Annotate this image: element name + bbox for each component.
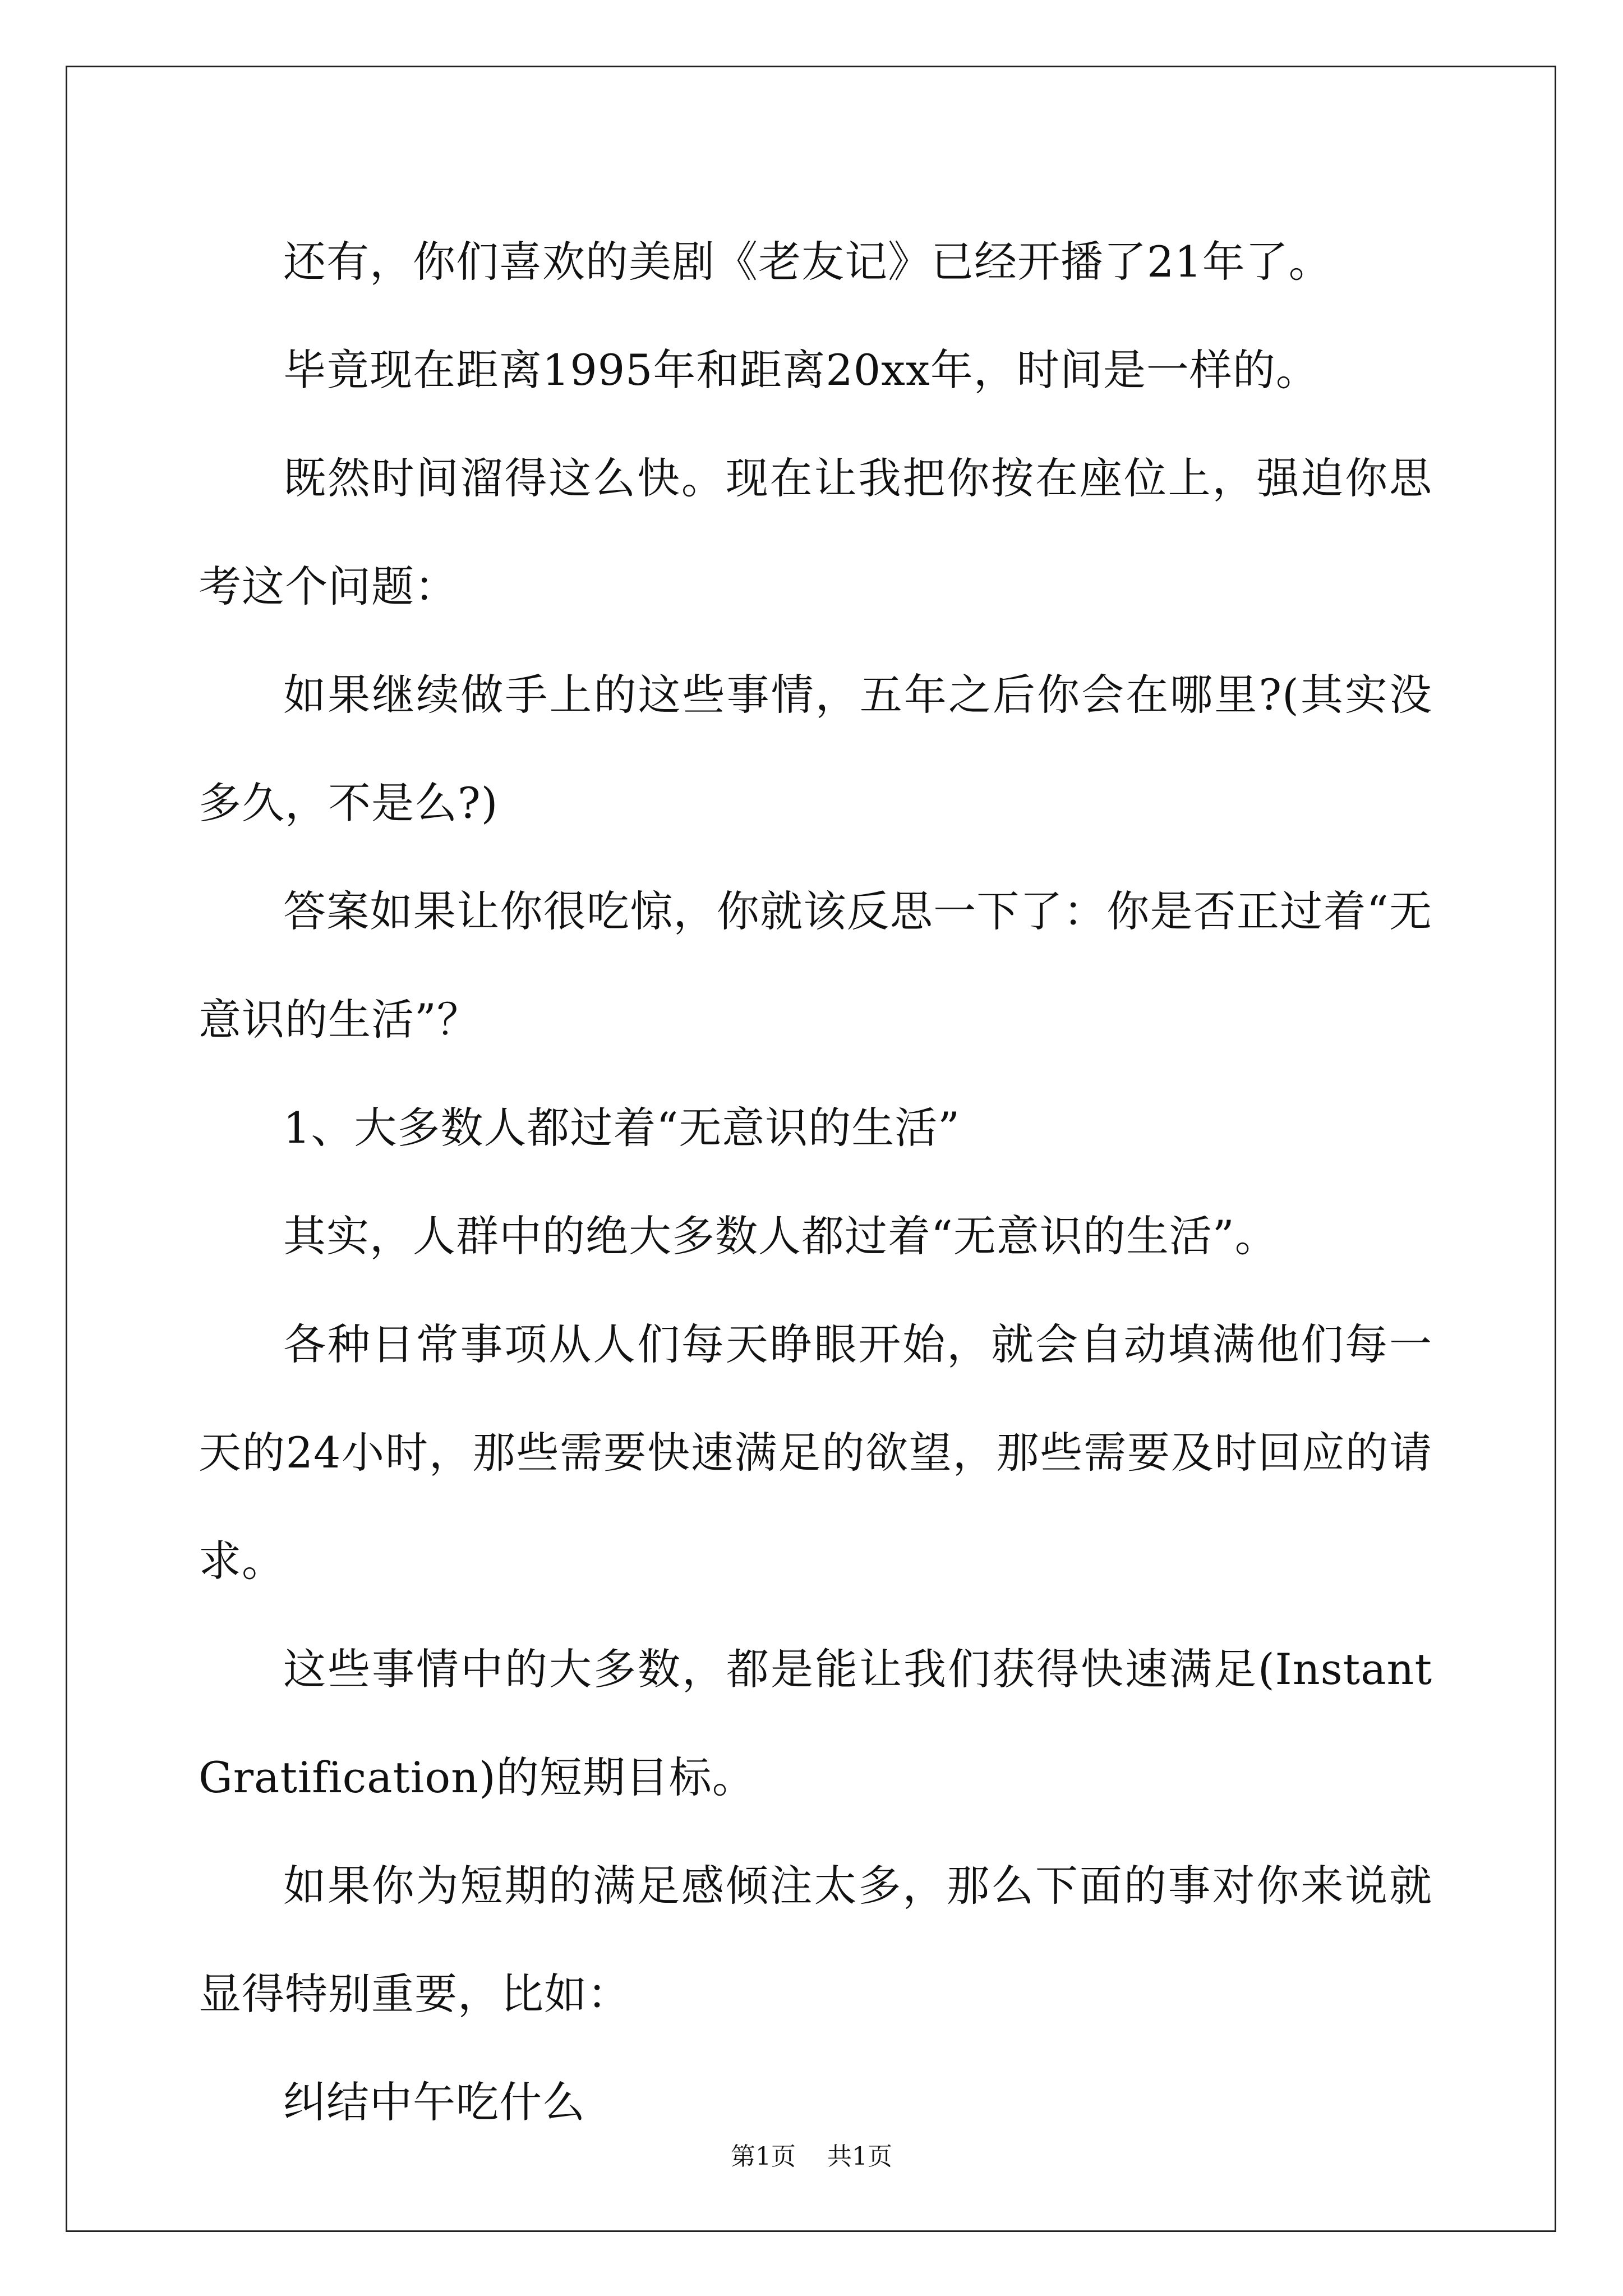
document-body xyxy=(199,208,1432,2156)
paragraph: 如果你为短期的满足感倾注太多，那么下面的事对你来说就显得特别重要，比如： xyxy=(199,1861,1432,2019)
paragraph: 还有，你们喜欢的美剧《老友记》已经开播了21年了。 xyxy=(283,237,1332,287)
page-number-footer: 第1页 共1页 xyxy=(731,2142,892,2171)
paragraph: 如果继续做手上的这些事情，五年之后你会在哪里?(其实没多久，不是么?) xyxy=(199,670,1432,828)
paragraph: 这些事情中的大多数，都是能让我们获得快速满足(Instant Gratification)的短期目标。 xyxy=(199,1644,1432,1802)
paragraph: 纠结中午吃什么 xyxy=(283,2077,585,2127)
paragraph: 答案如果让你很吃惊，你就该反思一下了：你是否正过着“无意识的生活”？ xyxy=(199,886,1432,1045)
paragraph: 其实，人群中的绝大多数人都过着“无意识的生活”。 xyxy=(283,1211,1278,1261)
paragraph: 毕竟现在距离1995年和距离20xx年，时间是一样的。 xyxy=(283,345,1319,395)
paragraph: 各种日常事项从人们每天睁眼开始，就会自动填满他们每一天的24小时，那些需要快速满足的欲望，那些需要及时回应的请求。 xyxy=(199,1319,1432,1586)
paragraph: 既然时间溜得这么快。现在让我把你按在座位上，强迫你思考这个问题： xyxy=(199,453,1432,611)
section-heading: 1、大多数人都过着“无意识的生活” xyxy=(283,1103,961,1153)
